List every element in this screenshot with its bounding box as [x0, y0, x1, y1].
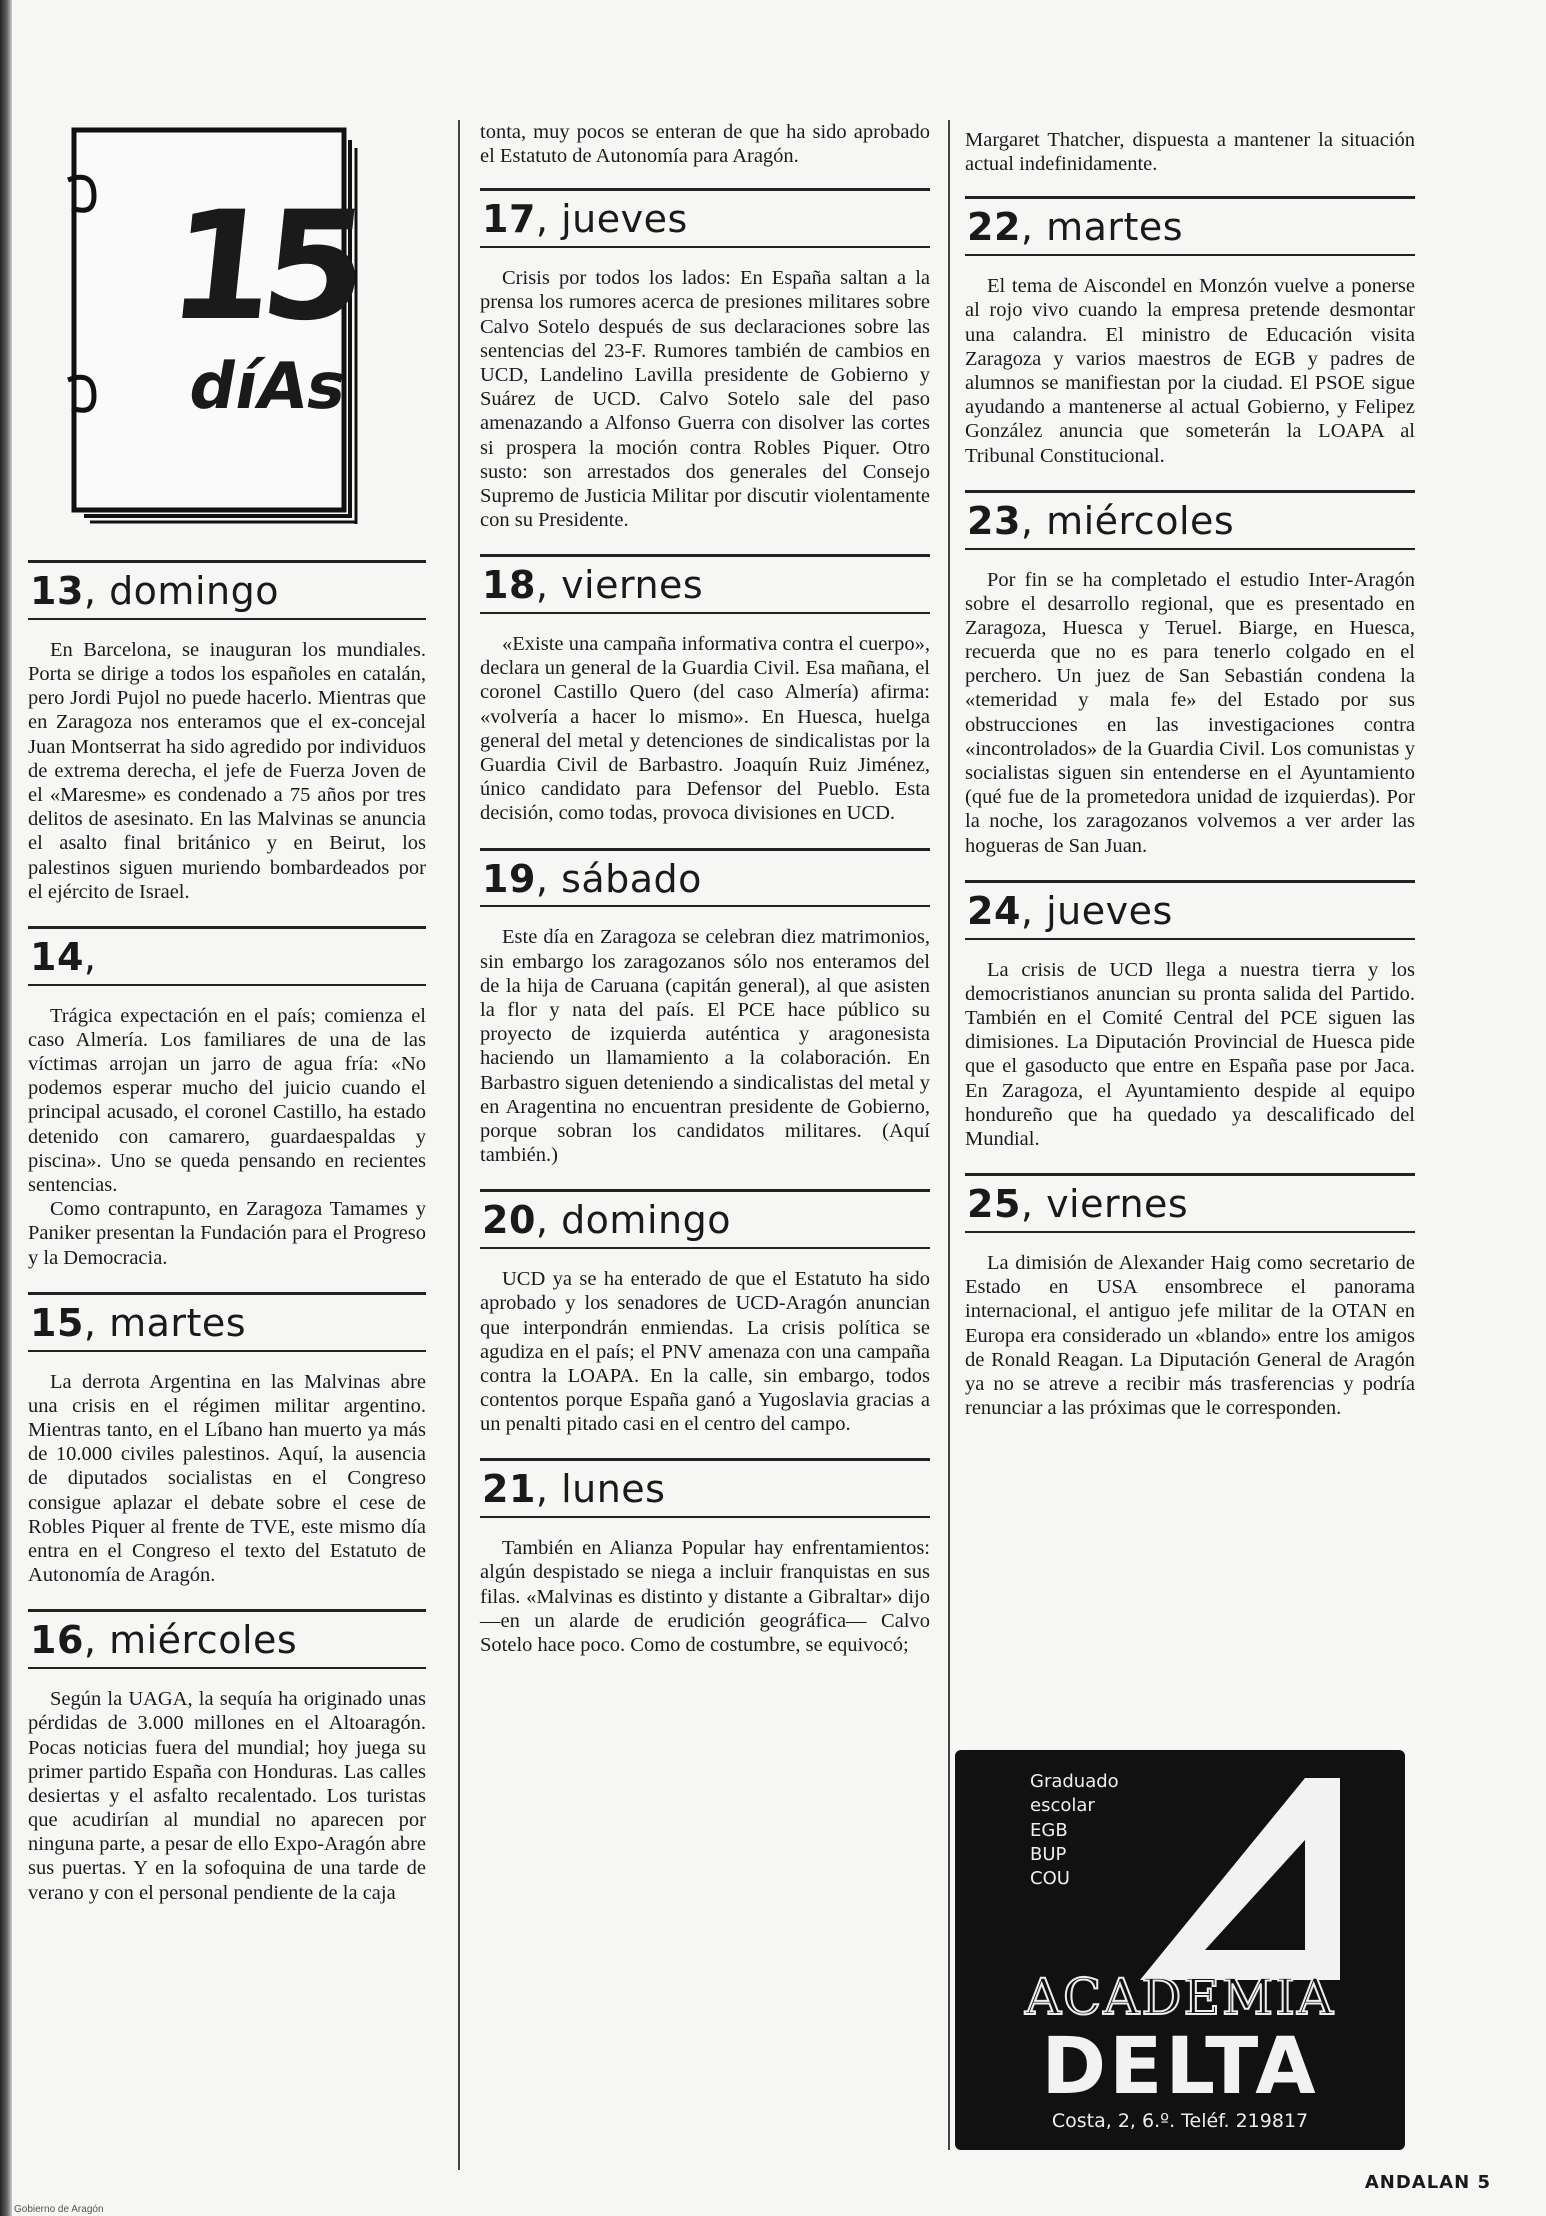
day-heading: 25, viernes [965, 1173, 1415, 1233]
day-name: viernes [561, 563, 704, 608]
ad-academy-label: ACADEMIA [1024, 1968, 1336, 2026]
day-heading: 16, miércoles [28, 1609, 426, 1669]
day-number: 24 [967, 888, 1021, 933]
day-number: 14 [30, 934, 84, 979]
continued-text: tonta, muy pocos se enteran de que ha sido aprobado el Estatuto de Autonomía para Aragón. [480, 121, 930, 168]
section-logo [60, 120, 380, 530]
column-left [28, 560, 426, 1927]
day-entry [28, 1292, 426, 1588]
day-heading: 13, domingo [28, 560, 426, 620]
logo-word: díAs [183, 350, 352, 424]
day-name: jueves [1046, 888, 1173, 933]
ad-brand-name: DELTA [1041, 2022, 1319, 2112]
continued-text: Margaret Thatcher, dispuesta a mantener la situación actual indefinidamente. [965, 129, 1415, 176]
day-entry [965, 490, 1415, 858]
ad-address: Costa, 2, 6.º. Teléf. 219817 [1051, 2110, 1309, 2132]
day-number: 15 [30, 1300, 84, 1345]
day-text: Trágica expectación en el país; comienza el caso Almería. Los familiares de una de las víctimas arrojan un jarro de agua fría: «No podemos esperar mucho del juicio cuando el principal acusado, el coronel Castillo, ha estado detenido con camarero, guardaespaldas y piscina». Uno se queda pensando en recientes sentencias. [28, 1004, 426, 1197]
day-heading: 19, sábado [480, 848, 930, 908]
day-heading: 22, martes [965, 196, 1415, 256]
course-level: Graduado [1030, 1771, 1119, 1792]
day-name: lunes [561, 1467, 666, 1512]
day-entry [480, 554, 930, 825]
day-heading: 23, miércoles [965, 490, 1415, 550]
day-heading: 15, martes [28, 1292, 426, 1352]
day-entry [480, 188, 930, 532]
day-number: 19 [482, 856, 536, 901]
course-level: EGB [1030, 1819, 1068, 1841]
day-text: Este día en Zaragoza se celebran diez matrimonios, sin embargo los zaragozanos sólo nos enteramos del de la hija de Caruana (capitán general), al que asisten la flor y nata del país. El PCE hace público su proyecto de izquierda auténtica y aragonesista haciendo un llamamiento a la colaboración. En Barbastro siguen deteniendo a sindicalistas del metal y en Aragentina no encuentran presidente de Gobierno, porque sobran los candidatos militares. (Aquí también.) [480, 926, 930, 1167]
day-name: sábado [561, 856, 702, 901]
day-entry [965, 196, 1415, 467]
day-name: martes [109, 1300, 247, 1345]
day-text: La crisis de UCD llega a nuestra tierra y los democristianos anuncian su pronta salida del Partido. También en el Comité Central del PCE siguen las dimisiones. La Diputación Provincial de Huesca pide que el gasoducto que entre en España pase por Jaca. En Zaragoza, el Ayuntamiento despide al equipo hondureño que ha quedado ya descalificado del Mundial. [965, 958, 1415, 1150]
day-name: domingo [109, 569, 279, 613]
day-text: «Existe una campaña informativa contra el cuerpo», declara un general de la Guardia Civil. Esa mañana, el coronel Castillo Quero (del caso Almería) afirma: «volvería a hacer lo mismo». En Huesca, huelga general del metal y detenciones de sindicalistas por la Guardia Civil de Barbastro. Joaquín Ruiz Jiménez, único candidato para Defensor del Pueblo. Esta decisión, como todas, provoca divisiones en UCD. [480, 633, 930, 825]
day-number: 21 [482, 1467, 536, 1512]
day-text: El tema de Aiscondel en Monzón vuelve a ponerse al rojo vivo cuando la empresa pretende desmontar una calandra. El ministro de Educación visita Zaragoza y varios maestros de EGB y padres de alumnos se manifiestan por la ciudad. El PSOE sigue ayudando a mantenerse al actual Gobierno, y Felipez González anuncia que someterán la LOAPA al Tribunal Constitucional. [965, 275, 1415, 467]
day-heading: 18, viernes [480, 554, 930, 614]
day-name: miércoles [109, 1618, 298, 1663]
day-text: La dimisión de Alexander Haig como secretario de Estado en USA ensombrece el panorama internacional, el antiguo jefe militar de la OTAN en Europa era considerado un «blando» entre los amigos de Ronald Reagan. La Diputación General de Aragón ya no se atreve a recibir más trasferencias y podría renunciar a las próximas que le corresponden. [965, 1251, 1415, 1420]
day-text: Por fin se ha completado el estudio Inter-Aragón sobre el desarrollo regional, que es presentado en Zaragoza, Huesca y Teruel. Biarge, en Huesca, recuerda que no es para tenerlo colgado en el perchero. Un juez de San Sebastián condena la «temeridad y mala fe» del Estado por sus obstrucciones en las investigaciones contra «incontrolados» de la Guardia Civil. Los comunistas y socialistas siguen sin entenderse en el Ayuntamiento (qué fue de la prometedora unidad de izquierdas). Por la noche, los zaragozanos volvemos a ver arder las hogueras de San Juan. [965, 568, 1415, 857]
day-name: martes [1046, 205, 1184, 250]
page-binding-edge [0, 0, 12, 2216]
day-entry [28, 926, 426, 1270]
column-right [965, 128, 1415, 1442]
page-footer [1365, 2172, 1491, 2193]
advertisement [955, 1750, 1405, 2150]
day-number: 13 [30, 569, 84, 613]
day-heading: 24, jueves [965, 880, 1415, 940]
archive-stamp: Gobierno de Aragón [14, 2204, 104, 2215]
logo-number: 15 [160, 180, 364, 354]
day-number: 18 [482, 563, 536, 608]
day-entry [28, 560, 426, 904]
day-number: 17 [482, 197, 536, 242]
day-name: viernes [1046, 1182, 1189, 1227]
day-number: 25 [967, 1182, 1021, 1227]
day-text: Como contrapunto, en Zaragoza Tamames y Paniker presentan la Fundación para el Progreso y la Democracia. [28, 1198, 426, 1269]
day-text: Según la UAGA, la sequía ha originado unas pérdidas de 3.000 millones en el Altoaragón. Pocas noticias fuera del mundial; hoy juega su primer partido España con Honduras. Las calles desiertas y el asfalto recalentado. Los turistas que acudirían al mundial no aparecen por ninguna parte, a pesar de ello Expo-Aragón abre sus puertas. Y en la sofoquina de una tarde de verano y con el personal pendiente de la caja [28, 1688, 426, 1904]
day-entry [965, 880, 1415, 1151]
column-middle [480, 120, 930, 1679]
column-divider [458, 120, 460, 2170]
course-level: COU [1030, 1868, 1070, 1890]
day-heading: 21, lunes [480, 1458, 930, 1518]
day-name: domingo [561, 1198, 731, 1243]
magazine-name: ANDALAN [1364, 2172, 1471, 2193]
day-entry [28, 1609, 426, 1905]
day-name: miércoles [1046, 498, 1235, 543]
day-text: En Barcelona, se inauguran los mundiales. Porta se dirige a todos los españoles en catalán, pero Jordi Pujol no puede hacerlo. Mientras que en Zaragoza nos enteramos que el ex-concejal Juan Montserrat ha sido agredido por individuos de extrema derecha, el jefe de Fuerza Joven de el «Maresme» es condenado a 75 años por tres delitos de asesinato. En las Malvinas se anuncia el asalto final británico y en Beirut, los palestinos siguen muriendo bombardeados por el ejército de Israel. [28, 638, 426, 903]
day-text: Crisis por todos los lados: En España saltan a la prensa los rumores acerca de presiones militares sobre Calvo Sotelo después de sus declaraciones sobre las sentencias del 23-F. Rumores también de cambios en UCD, Landelino Lavilla presidente de Gobierno y Suárez de UCD. Calvo Sotelo sale del paso amenazando a Alfonso Guerra con disolver las cortes si prospera la moción contra Robles Piquer. Otro susto: son arrestados dos generales del Consejo Supremo de Justicia Militar por discutir violentamente con su Presidente. [480, 267, 930, 532]
day-entry [965, 1173, 1415, 1420]
day-number: 20 [482, 1198, 536, 1243]
course-level: BUP [1030, 1843, 1067, 1865]
day-number: 23 [967, 498, 1021, 543]
course-levels [1030, 1770, 1119, 1891]
day-number: 16 [30, 1618, 84, 1663]
course-level: escolar [1030, 1795, 1095, 1817]
day-text: UCD ya se ha enterado de que el Estatuto ha sido aprobado y los senadores de UCD-Aragón anuncian que interpondrán enmiendas. La crisis política se agudiza en el país; el PNV amenaza con una campaña contra la LOAPA. En la calle, sin embargo, todos contentos porque España ganó a Yugoslavia gracias a un penalti pitado casi en el centro del campo. [480, 1268, 930, 1436]
column-divider [948, 120, 950, 2150]
day-name: jueves [561, 197, 688, 242]
day-heading: 20, domingo [480, 1189, 930, 1249]
day-entry [480, 1189, 930, 1436]
day-entry [480, 848, 930, 1168]
page-number: 5 [1477, 2172, 1491, 2193]
day-number: 22 [967, 205, 1021, 250]
day-heading: 17, jueves [480, 188, 930, 248]
day-heading: 14, [28, 926, 426, 986]
day-entry [480, 1458, 930, 1657]
day-text: También en Alianza Popular hay enfrentamientos: algún despistado se niega a incluir franquistas en sus filas. «Malvinas es distinto y distante a Gibraltar» dijo —en un alarde de erudición geográfica— Calvo Sotelo hace poco. Como de costumbre, se equivocó; [480, 1537, 930, 1657]
day-text: La derrota Argentina en las Malvinas abre una crisis en el régimen militar argentino. Mientras tanto, en el Líbano han muerto ya más de 10.000 civiles palestinos. Aquí, la ausencia de diputados socialistas en el Congreso consigue aplazar el debate sobre el cese de Robles Piquer al frente de TVE, este mismo día entra en el Congreso el texto del Estatuto de Autonomía de Aragón. [28, 1370, 426, 1587]
